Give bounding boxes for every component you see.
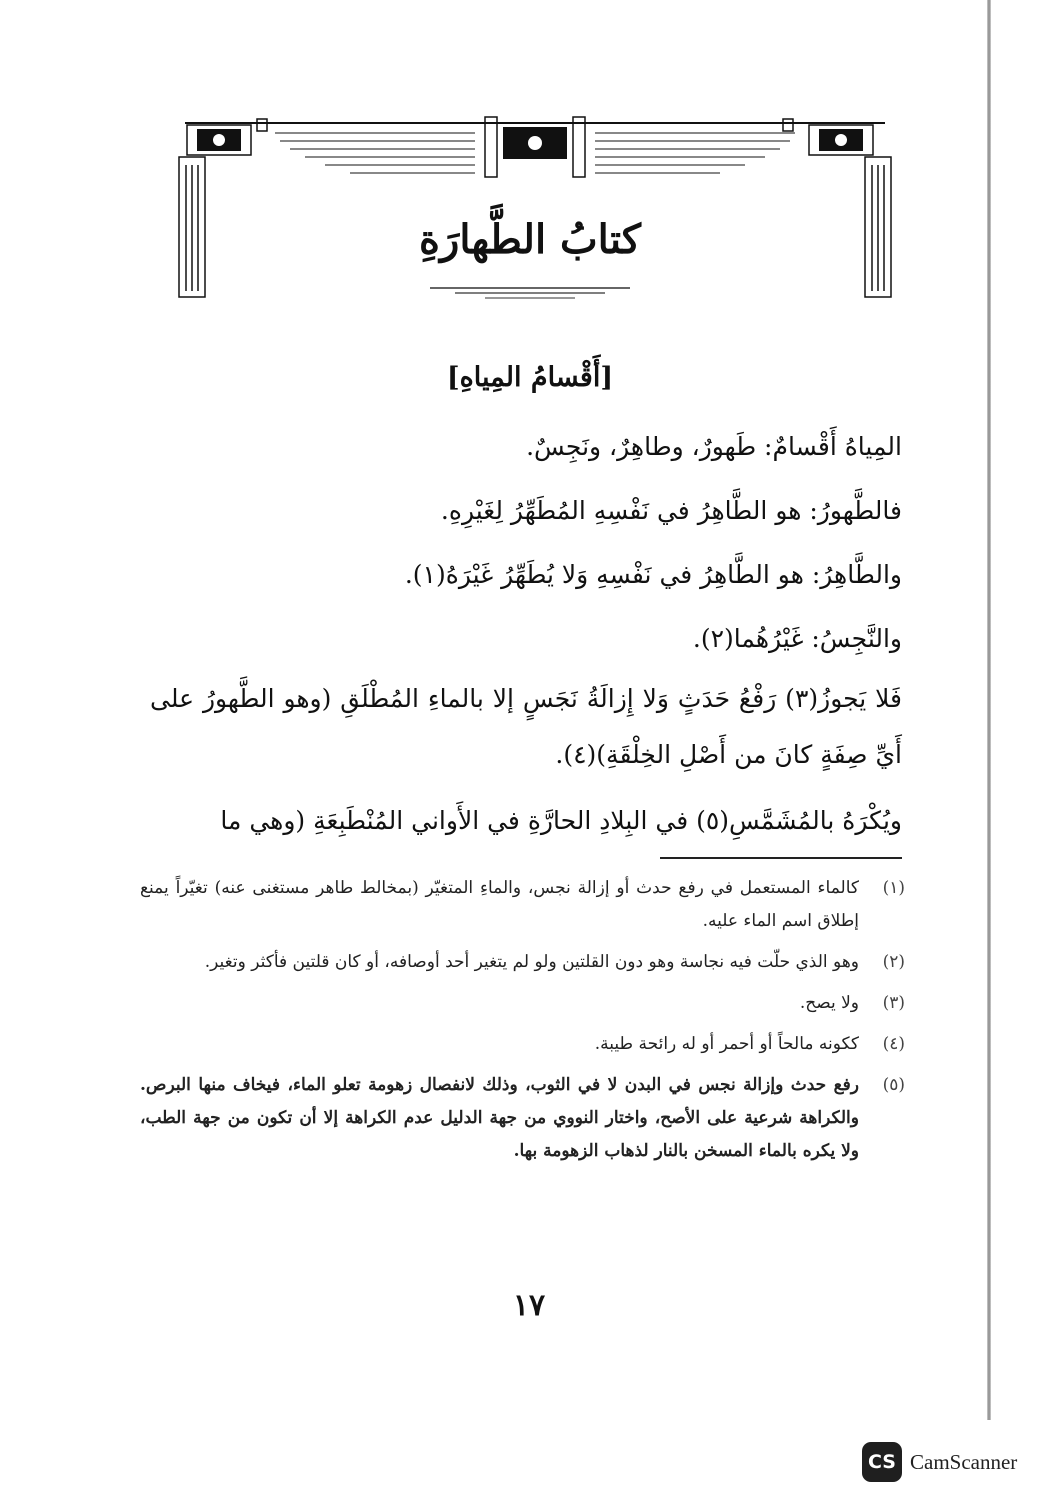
paragraph: المِياهُ أَقْسامٌ: طَهورٌ، وطاهِرٌ، ونَجِسٌ. (526, 432, 902, 461)
footnote (140, 987, 905, 1020)
paragraph: والطَّاهِرُ: هو الطَّاهِرُ في نَفْسِهِ وَلا يُطَهِّرُ غَيْرَهُ(١). (404, 560, 902, 589)
footnote-number: (٣) (882, 993, 905, 1013)
footnote-text: ككونه مالحاً أو أحمر أو له رائحة طيبة. (594, 1034, 859, 1054)
main-text (150, 415, 902, 853)
camscanner-watermark (862, 1442, 1017, 1482)
page-number: ١٧ (512, 1288, 546, 1323)
footnote-text: كالماء المستعمل في رفع حدث أو إزالة نجس، والماءِ المتغيّر (بمخالط طاهر مستغنى عنه) تغيّراً يمنع إطلاق اسم الماء عليه. (140, 878, 860, 931)
footnote (140, 946, 905, 979)
footnote (140, 1069, 905, 1168)
footnote-separator (660, 857, 902, 859)
footnote-number: (١) (882, 878, 905, 898)
page-title: كتابُ الطَّهارَةِ (419, 216, 641, 263)
footnotes (140, 872, 905, 1176)
footnote-number: (٥) (882, 1075, 905, 1095)
paragraph: فَلا يَجوزُ(٣) رَفْعُ حَدَثٍ وَلا إِزالَةُ نَجَسٍ إلا بالماءِ المُطْلَقِ (وهو الطَّهورُ على أَيِّ صِفَةٍ كانَ من أَصْلِ الخِلْقَةِ)(٤). (150, 684, 902, 769)
footnote (140, 872, 905, 938)
watermark-label: CamScanner (910, 1449, 1018, 1474)
title-divider (430, 286, 630, 302)
footnote-text: وهو الذي حلّت فيه نجاسة وهو دون القلتين ولو لم يتغير أحد أوصافه، أو كان قلتين فأكثر وتغير. (204, 952, 859, 972)
camscanner-logo-icon: CS (862, 1442, 902, 1482)
section-heading: [أَقْسامُ المِياهِ] (446, 362, 614, 393)
paragraph: فالطَّهورُ: هو الطَّاهِرُ في نَفْسِهِ المُطَهِّرُ لِغَيْرِهِ. (440, 496, 902, 525)
footnote (140, 1028, 905, 1061)
page-edge (987, 0, 991, 1420)
footnote-text: رفع حدث وإزالة نجس في البدن لا في الثوب، وذلك لانفصال زهومة تعلو الماء، فيخاف منها البرص. والكراهة شرعية على الأصح، واختار النووي من جهة الدليل عدم الكراهة إلا أن تكون من جهة الطب، ولا يكره بالماء المسخن بالنار لذهاب الزهومة بها. (140, 1075, 859, 1161)
footnote-number: (٢) (882, 952, 905, 972)
paragraph: والنَّجِسُ: غَيْرُهُما(٢). (692, 624, 902, 653)
footnote-text: ولا يصح. (799, 993, 859, 1013)
footnote-number: (٤) (882, 1034, 905, 1054)
paragraph: ويُكْرَهُ بالمُشَمَّسِ(٥) في البِلادِ الحارَّةِ في الأَواني المُنْطَبِعَةِ (وهي ما (220, 806, 902, 835)
